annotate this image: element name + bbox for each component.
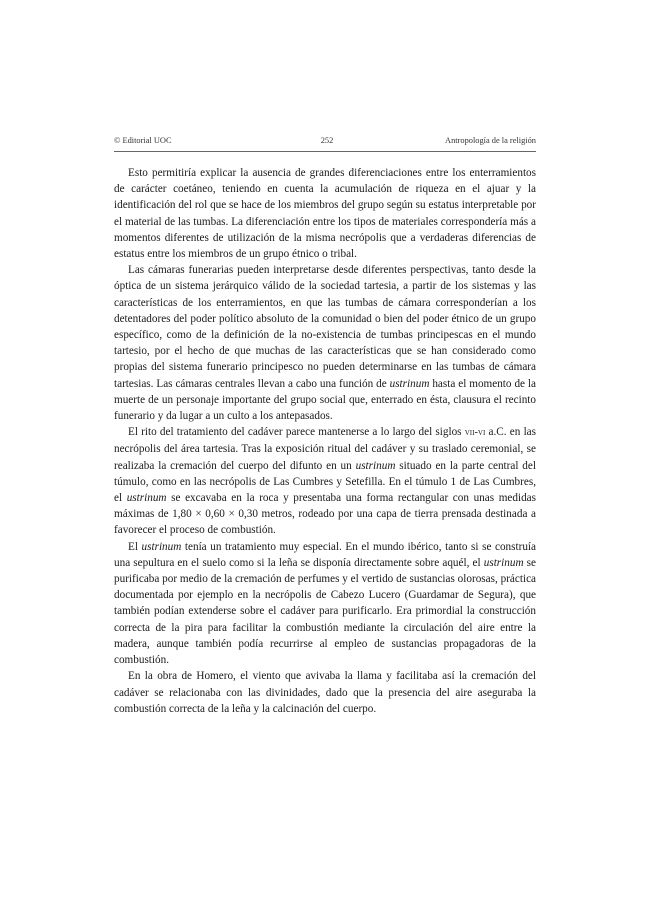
text-run: El rito del tratamiento del cadáver parece mantenerse a lo largo del siglos [128, 426, 465, 439]
text-run: se excavaba en la roca y presentaba una forma rectangular con unas medidas máximas de 1,80 × 0,60 × 0,30 metros, rodeado por una capa de tierra prensada destinada a favorecer el proceso de combustión. [114, 492, 536, 537]
publisher-label: © Editorial UOC [114, 136, 172, 145]
italic-term: ustrinum [483, 556, 524, 569]
paragraph-2 [114, 262, 536, 424]
italic-term: ustrinum [355, 459, 396, 472]
text-run: Esto permitiría explicar la ausencia de grandes diferenciaciones entre los enterramientos de carácter coetáneo, teniendo en cuenta la acumulación de riqueza en el ajuar y la identificación del rol que se hace de los miembros del grupo según su estatus interpretable por el material de las tumbas. La diferenciación entre los tipos de materiales correspondería más a momentos diferentes de utilización de la misma necrópolis que a verdaderas diferencias de estatus entre los miembros de un grupo étnico o tribal. [114, 167, 536, 261]
text-run: Las cámaras funerarias pueden interpretarse desde diferentes perspectivas, tanto desde la óptica de un sistema jerárquico válido de la sociedad tartesia, a partir de los sistemas y las características de los enterramientos, en que las tumbas de cámara corresponderían a los detentadores del poder político absoluto de la comunidad o bien del poder étnico de un grupo específico, como de la definición de la no-existencia de tumbas principescas en el mundo tartesio, por el hecho de que muchas de las características que se han considerado como propias del sistema funerario principesco no pueden determinarse en las tumbas de cámara tartesias. Las cámaras centrales llevan a cabo una función de [114, 264, 536, 390]
text-run: a.C. en las necrópolis del área tartesia. Tras la exposición ritual del cadáver y su traslado ceremonial, se realizaba la cremación del cuerpo del difunto en un [114, 426, 536, 472]
italic-term: ustrinum [126, 492, 167, 505]
paragraph-4 [114, 539, 536, 669]
header-rule [114, 151, 536, 152]
paragraph-1 [114, 165, 536, 262]
text-run: situado en la parte central del túmulo, como en las necrópolis de Las Cumbres y Setefilla. En el túmulo 1 de Las Cumbres, el [114, 459, 536, 505]
text-run: El [128, 540, 142, 553]
text-run: En la obra de Homero, el viento que avivaba la llama y facilitaba así la cremación del cadáver se relacionaba con las divinidades, dado que la presencia del aire aseguraba la combustión correcta de la leña y la calcinación del cuerpo. [114, 670, 536, 715]
text-run: se purificaba por medio de la cremación de perfumes y el vertido de sustancias olorosas, práctica documentada por ejemplo en la necrópolis de Cabezo Lucero (Guardamar de Segura), que también podían extenderse sobre el cadáver para purificarlo. Era primordial la construcción correcta de la pira para facilitar la combustión mediante la circulación del aire entre la madera, aunque también podía recurrirse al empleo de sustancias propagadoras de la combustión. [114, 556, 536, 667]
italic-term: ustrinum [389, 377, 430, 390]
text-run: tenía un tratamiento muy especial. En el mundo ibérico, tanto si se construía una sepultura en el suelo como si la leña se disponía directamente sobre aquél, el [114, 540, 536, 569]
body-text [114, 165, 536, 717]
running-header [114, 136, 536, 150]
page-number: 252 [320, 136, 334, 145]
paragraph-5 [114, 668, 536, 717]
italic-term: ustrinum [141, 540, 182, 553]
small-caps-term: vii-vi [464, 427, 486, 439]
text-run: hasta el momento de la muerte de un personaje importante del grupo social que, enterrado en ésta, clausura el recinto funerario y da lugar a un culto a los antepasados. [114, 377, 537, 423]
paragraph-3 [114, 424, 536, 538]
book-title: Antropología de la religión [445, 136, 536, 145]
